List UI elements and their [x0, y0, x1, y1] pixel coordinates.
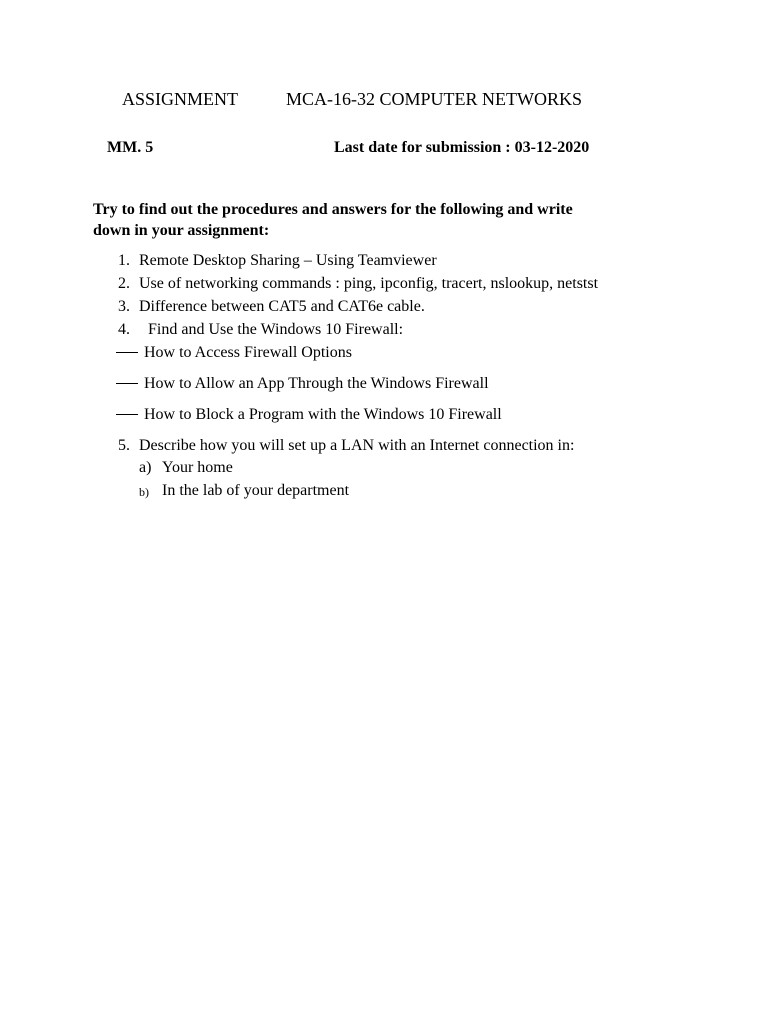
subitem-block-program — [116, 405, 502, 425]
maximum-marks: MM. 5 — [107, 139, 154, 156]
item-number: 5. — [118, 437, 130, 454]
list-item: Use of networking commands : ping, ipconfig, tracert, nslookup, netstst — [139, 275, 599, 292]
subitem-text: How to Access Firewall Options — [144, 344, 352, 361]
dash-icon — [116, 414, 138, 415]
list-item: Find and Use the Windows 10 Firewall: — [148, 321, 404, 338]
list-item: Remote Desktop Sharing – Using Teamviewer — [139, 252, 437, 269]
intro-line-2: down in your assignment: — [93, 222, 270, 239]
assignment-label: ASSIGNMENT — [122, 89, 239, 109]
item-number: 2. — [118, 275, 130, 292]
subitem-label: b) — [139, 485, 149, 499]
item-number: 1. — [118, 252, 130, 269]
subitem-lab-department: In the lab of your department — [162, 482, 350, 499]
list-item: Difference between CAT5 and CAT6e cable. — [139, 298, 425, 315]
item-number: 3. — [118, 298, 130, 315]
course-title: MCA-16-32 COMPUTER NETWORKS — [286, 89, 583, 109]
dash-icon — [116, 352, 138, 353]
subitem-label: a) — [139, 459, 152, 476]
subitem-your-home: Your home — [162, 459, 233, 476]
submission-deadline: Last date for submission : 03-12-2020 — [334, 139, 590, 156]
subitem-allow-app — [116, 374, 489, 394]
dash-icon — [116, 383, 138, 384]
list-item: Describe how you will set up a LAN with an Internet connection in: — [139, 437, 575, 454]
subitem-text: How to Allow an App Through the Windows Firewall — [144, 375, 489, 392]
subitem-text: How to Block a Program with the Windows 10 Firewall — [144, 406, 502, 423]
subitem-access-firewall — [116, 343, 352, 363]
item-number: 4. — [118, 321, 130, 338]
intro-line-1: Try to find out the procedures and answers for the following and write — [93, 201, 573, 218]
